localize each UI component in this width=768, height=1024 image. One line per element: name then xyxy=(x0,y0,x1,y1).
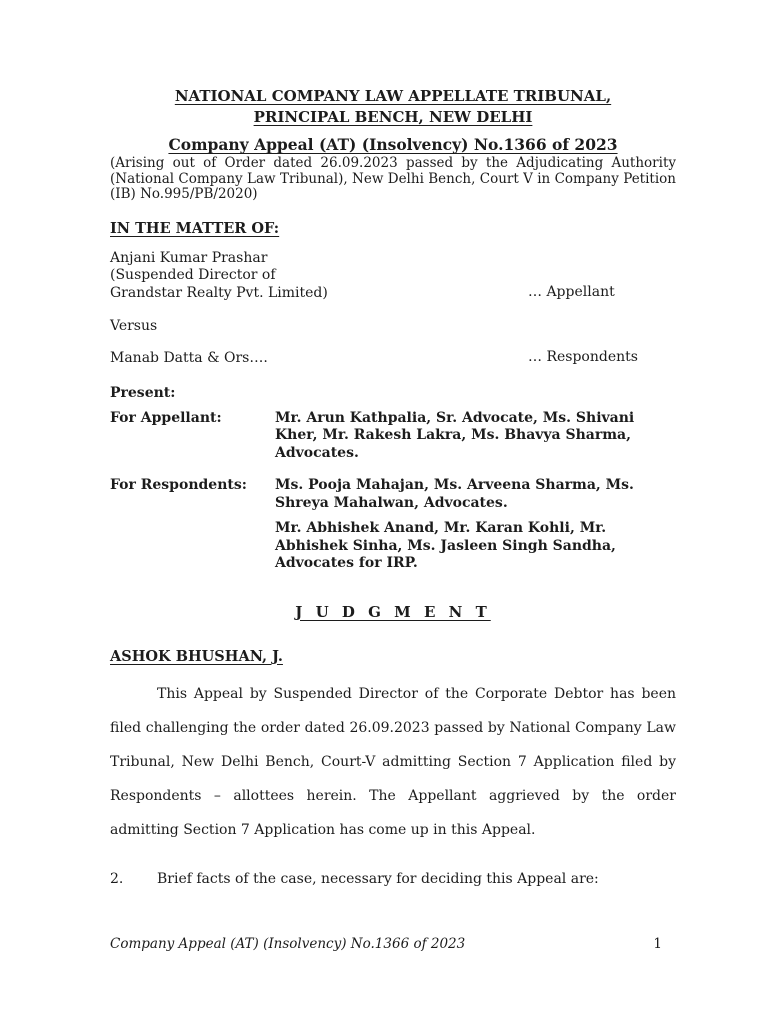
judgment-heading-text: J U D G M E N T xyxy=(295,602,491,621)
counsel-names-appellant xyxy=(275,410,676,463)
counsel-row-appellant xyxy=(110,410,676,463)
counsel-names-respondents xyxy=(275,477,676,573)
appellant-designation-line2: Grandstar Realty Pvt. Limited) xyxy=(110,284,328,301)
respondent-block xyxy=(110,350,676,368)
bench-name-text: PRINCIPAL BENCH, NEW DELHI xyxy=(253,108,533,126)
counsel-row-respondents xyxy=(110,477,676,573)
matter-heading-text: IN THE MATTER OF: xyxy=(110,219,280,237)
page-footer xyxy=(110,936,676,952)
judgment-paragraph-1: This Appeal by Suspended Director of the Corporate Debtor has been filed challenging the order dated 26.09.2023 passed by National Company Law Tribunal, New Delhi Bench, Court-V admitting Section 7 Application filed by Respondents – allottees herein. The Appellant aggrieved by the order admitting Section 7 Application has come up in this Appeal. xyxy=(110,685,676,838)
appeal-number-text: Company Appeal (AT) (Insolvency) No.1366 of 2023 xyxy=(168,135,618,154)
footer-page-number: 1 xyxy=(653,936,662,952)
judgment-heading xyxy=(110,603,676,621)
counsel-label-appellant: For Appellant: xyxy=(110,409,222,426)
judgment-paragraph-2 xyxy=(110,862,676,896)
court-name-line2 xyxy=(110,107,676,128)
present-heading: Present: xyxy=(110,384,176,401)
appellant-role-label: … Appellant xyxy=(528,283,615,300)
court-heading xyxy=(110,86,676,128)
counsel-label-respondents: For Respondents: xyxy=(110,477,247,493)
appeal-number-title xyxy=(110,135,676,155)
matter-heading xyxy=(110,220,676,237)
court-name-line1 xyxy=(110,86,676,107)
court-name-text: NATIONAL COMPANY LAW APPELLATE TRIBUNAL, xyxy=(174,87,612,105)
respondent-role-label: … Respondents xyxy=(528,349,638,365)
respondent-name: Manab Datta & Ors…. xyxy=(110,350,268,366)
footer-case-reference: Company Appeal (AT) (Insolvency) No.1366 of 2023 xyxy=(110,936,466,952)
appellant-designation-line1: (Suspended Director of xyxy=(110,267,276,283)
versus-label: Versus xyxy=(110,318,158,334)
counsel-names-respondents-para1: Ms. Pooja Mahajan, Ms. Arveena Sharma, Ms. Shreya Mahalwan, Advocates. xyxy=(275,477,634,511)
judge-name-heading xyxy=(110,648,676,665)
counsel-names-respondents-para2: Mr. Abhishek Anand, Mr. Karan Kohli, Mr. Abhishek Sinha, Ms. Jasleen Singh Sandha, Advocates for IRP. xyxy=(275,520,616,571)
paragraph-text: Brief facts of the case, necessary for deciding this Appeal are: xyxy=(157,870,599,887)
paragraph-number: 2. xyxy=(110,870,124,887)
appellant-block xyxy=(110,250,676,303)
document-content xyxy=(110,86,676,896)
counsel-names-appellant-para: Mr. Arun Kathpalia, Sr. Advocate, Ms. Shivani Kher, Mr. Rakesh Lakra, Ms. Bhavya Sharma, Advocates. xyxy=(275,409,635,461)
appellant-name: Anjani Kumar Prashar xyxy=(110,249,268,266)
arising-note: (Arising out of Order dated 26.09.2023 passed by the Adjudicating Authority (National Company Law Tribunal), New Delhi Bench, Court V in Company Petition (IB) No.995/PB/2020) xyxy=(110,155,676,202)
judge-name-text: ASHOK BHUSHAN, J. xyxy=(110,647,283,665)
